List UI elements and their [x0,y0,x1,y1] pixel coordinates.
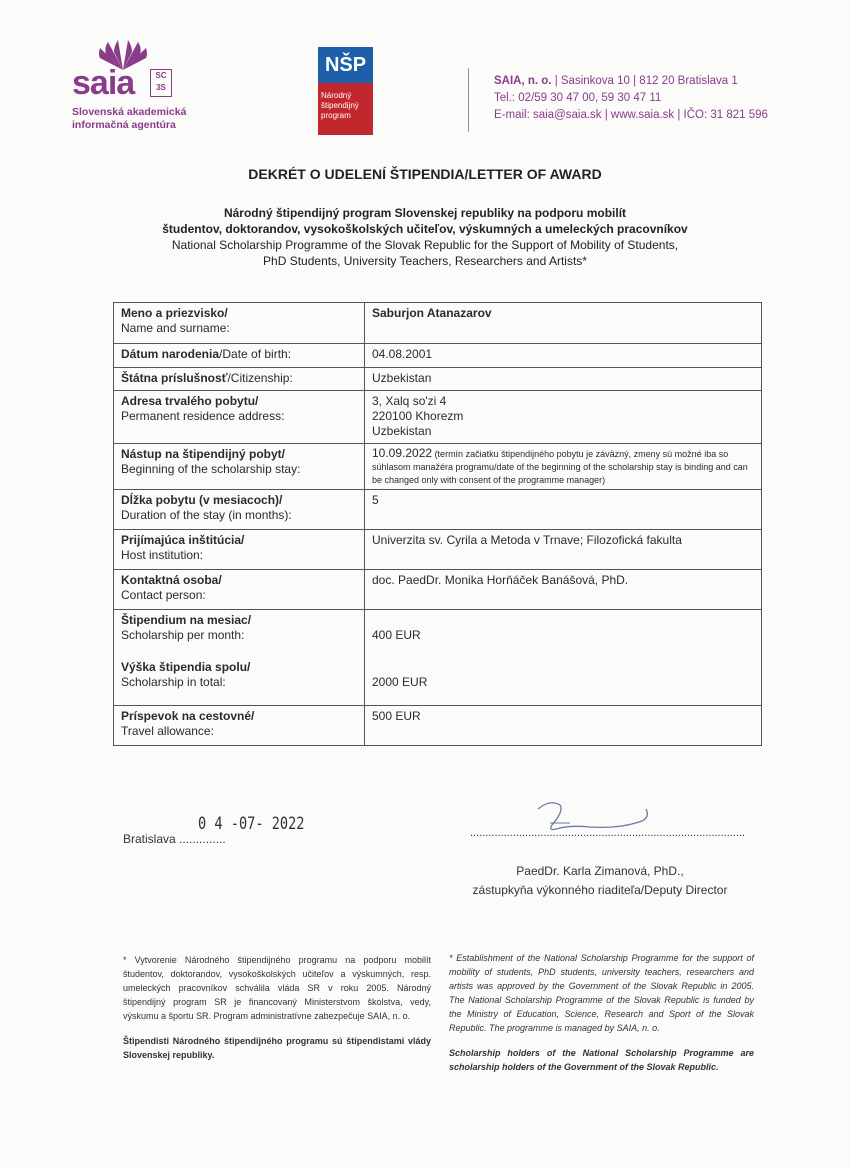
subtitle-en-line2: PhD Students, University Teachers, Researchers and Artists* [263,254,587,268]
travel-label-en: Travel allowance: [121,724,214,738]
signer-block [462,862,738,900]
subtitle-en-line1: National Scholarship Programme of the Slovak Republic for the Support of Mobility of Students, [171,238,679,252]
duration-label-sk: Dĺžka pobytu (v mesiacoch)/ [121,493,283,507]
saia-agency-name [72,106,186,132]
row-host [114,530,762,570]
citizenship-label-sk: Štátna príslušnosť [121,371,228,385]
name-label-en: Name and surname: [121,321,230,335]
contact-person-label [114,570,365,610]
nsp-caption [318,83,373,135]
page-title: DEKRÉT O UDELENÍ ŠTIPENDIA/LETTER OF AWARD [248,166,602,182]
row-address [114,391,762,444]
dob-label [114,344,365,368]
contact-email: E-mail: saia@saia.sk | www.saia.sk | IČO: 31 821 596 [494,109,768,121]
contact-org: SAIA, n. o. [494,75,552,87]
saia-logo [72,40,187,135]
name-label [114,303,365,344]
duration-label [114,490,365,530]
address-line3: Uzbekistan [372,424,432,438]
contact-address-line [494,73,768,90]
footnote-sk-bold: Štipendisti Národného štipendijného programu sú štipendistami vlády Slovenskej republiky. [123,1036,431,1060]
contact-label-sk: Kontaktná osoba/ [121,573,222,587]
nsp-line3: program [321,111,351,120]
address-label-sk: Adresa trvalého pobytu/ [121,394,259,408]
dob-value: 04.08.2001 [365,344,762,368]
total-value: 2000 EUR [372,675,428,689]
dob-label-sk: Dátum narodenia [121,347,220,361]
row-dob [114,344,762,368]
saia-badge: SC 3S [150,69,172,97]
row-contact [114,570,762,610]
footnote-en-bold: Scholarship holders of the National Scholarship Programme are scholarship holders of the Government of the Slovak Republic. [449,1048,754,1072]
start-label [114,444,365,490]
row-duration [114,490,762,530]
month-label-sk: Štipendium na mesiac/ [121,613,252,627]
dob-label-en: /Date of birth: [219,347,292,361]
nsp-line1: Národný [321,91,352,100]
footnote-en [449,951,754,1074]
header-divider [468,68,469,132]
citizenship-value: Uzbekistan [365,368,762,391]
scholarship-label [114,610,365,706]
month-label-en: Scholarship per month: [121,628,245,642]
duration-label-en: Duration of the stay (in months): [121,508,292,522]
address-line1: 3, Xalq so'zi 4 [372,394,447,408]
contact-label-en: Contact person: [121,588,206,602]
signer-title: zástupkyňa výkonného riaditeľa/Deputy Director [472,883,728,897]
start-label-sk: Nástup na štipendijný pobyt/ [121,447,286,461]
signer-name: PaedDr. Karla Zimanová, PhD., [516,864,684,878]
start-value [365,444,762,490]
saia-name-line2: informačná agentúra [72,119,176,131]
start-note: (termín začiatku štipendijného pobytu je záväzný, zmeny sú možné iba so súhlasom manažéra programu/date of the beginning of the scholarship stay is binding and can be changed only with consent of the programme manager) [372,449,748,485]
travel-label-sk: Príspevok na cestovné/ [121,709,255,723]
travel-label [114,706,365,746]
host-value: Univerzita sv. Cyrila a Metoda v Trnave; Filozofická fakulta [365,530,762,570]
contact-person-value: doc. PaedDr. Monika Horňáček Banášová, PhD. [365,570,762,610]
row-travel [114,706,762,746]
subtitle-sk-line1: Národný štipendijný program Slovenskej republiky na podporu mobilít [223,206,627,220]
nsp-wordmark: NŠP [318,47,373,83]
start-date: 10.09.2022 [372,446,433,460]
signing-place: Bratislava .............. [123,832,226,846]
row-name [114,303,762,344]
address-label-en: Permanent residence address: [121,409,285,423]
signature-line: .......................................................................................... [470,827,746,839]
start-label-en: Beginning of the scholarship stay: [121,462,301,476]
address-label [114,391,365,444]
host-label [114,530,365,570]
row-start [114,444,762,490]
name-value [365,303,762,344]
date-stamp: 0 4 -07- 2022 [198,814,305,834]
programme-subtitle [0,205,850,269]
name-label-sk: Meno a priezvisko/ [121,306,228,320]
total-label-en: Scholarship in total: [121,675,226,689]
footnote-sk [123,953,431,1062]
nsp-logo [318,47,373,135]
citizenship-label [114,368,365,391]
row-scholarship [114,610,762,706]
address-line2: 220100 Khorezm [372,409,464,423]
saia-wordmark: saia [72,64,135,102]
scholarship-value [365,610,762,706]
address-value [365,391,762,444]
footnote-sk-text: * Vytvorenie Národného štipendijného programu na podporu mobilít študentov, doktorandov, vysokoškolských učiteľov a výskumných, resp. umeleckých pracovníkov schválila vláda SR v roku 2005. Národný štipendijný program SR je financovaný Ministerstvom školstva, vedy, výskumu a športu SR. Program administratívne zabezpečuje SAIA, n. o. [123,955,431,1021]
subtitle-sk-line2: študentov, doktorandov, vysokoškolských učiteľov, výskumných a umeleckých pracovníkov [162,222,688,236]
nsp-line2: štipendijný [321,101,359,110]
row-citizenship [114,368,762,391]
host-label-en: Host institution: [121,548,204,562]
contact-block [494,73,768,124]
citizenship-label-en: /Citizenship: [227,371,293,385]
saia-name-line1: Slovenská akademická [72,106,187,118]
travel-value: 500 EUR [365,706,762,746]
duration-value: 5 [365,490,762,530]
footnote-en-text: * Establishment of the National Scholarship Programme for the support of mobility of students, PhD students, university teachers, researchers and artists was approved by the Government of the Slovak Republic in 2005. The National Scholarship Programme of the Slovak Republic is funded by the Ministry of Education, Science, Research and Sport of the Slovak Republic. The programme is managed by SAIA, n. o. [449,953,754,1033]
name-value-text: Saburjon Atanazarov [372,306,492,320]
contact-phone: Tel.: 02/59 30 47 00, 59 30 47 11 [494,92,662,104]
total-label-sk: Výška štipendia spolu/ [121,660,251,674]
award-table [113,302,762,746]
contact-address: | Sasinkova 10 | 812 20 Bratislava 1 [551,75,738,87]
host-label-sk: Prijímajúca inštitúcia/ [121,533,245,547]
month-value: 400 EUR [372,628,421,642]
